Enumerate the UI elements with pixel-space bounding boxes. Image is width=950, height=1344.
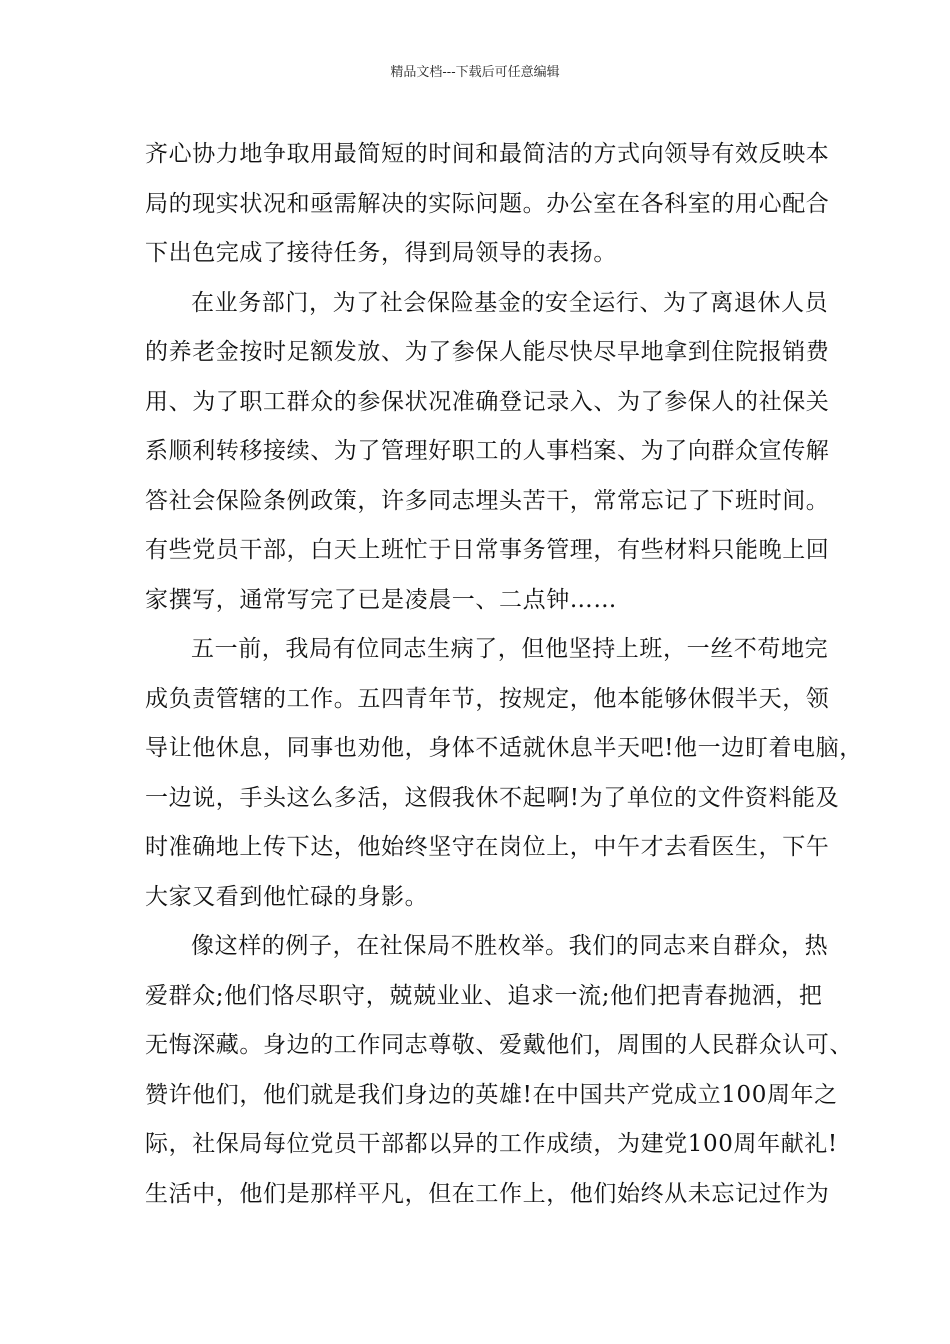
paragraph-start-line: 像这样的例子，在社保局不胜枚举。我们的同志来自群众，热	[191, 933, 829, 959]
text-line: 齐心协力地争取用最简短的时间和最简洁的方式向领导有效反映本	[145, 141, 830, 167]
paragraph-start-line: 在业务部门，为了社会保险基金的安全运行、为了离退休人员	[191, 289, 829, 316]
text-line: 下出色完成了接待任务，得到局领导的表扬。	[145, 240, 617, 266]
text-line: 爱群众;他们恪尽职守，兢兢业业、追求一流;他们把青春抛洒，把	[145, 982, 823, 1009]
text-line: 的养老金按时足额发放、为了参保人能尽快尽早地拿到住院报销费	[145, 339, 830, 365]
text-line: 一边说，手头这么多活，这假我休不起啊!为了单位的文件资料能及	[145, 784, 840, 811]
page-header: 精品文档---下载后可任意编辑	[390, 65, 560, 80]
text-line: 局的现实状况和亟需解决的实际问题。办公室在各科室的用心配合	[145, 190, 830, 217]
text-line: 答社会保险条例政策，许多同志埋头苦干，常常忘记了下班时间。	[145, 487, 830, 514]
text-line: 大家又看到他忙碌的身影。	[145, 883, 429, 910]
text-line: 有些党员干部，白天上班忙于日常事务管理，有些材料只能晚上回	[145, 537, 830, 563]
text-line: 赞许他们，他们就是我们身边的英雄!在中国共产党成立100周年之	[145, 1081, 838, 1108]
text-line: 无悔深藏。身边的工作同志尊敬、爱戴他们，周围的人民群众认可、	[145, 1032, 853, 1058]
text-line: 际，社保局每位党员干部都以异的工作成绩，为建党100周年献礼!	[145, 1131, 838, 1157]
document-body	[145, 130, 863, 1219]
text-line: 家撰写，通常写完了已是凌晨一、二点钟……	[145, 586, 617, 613]
text-line: 生活中，他们是那样平凡，但在工作上，他们始终从未忘记过作为	[145, 1180, 830, 1207]
text-line: 用、为了职工群众的参保状况准确登记录入、为了参保人的社保关	[145, 388, 830, 415]
text-line: 系顺利转移接续、为了管理好职工的人事档案、为了向群众宣传解	[145, 438, 830, 464]
text-line: 导让他休息，同事也劝他，身体不适就休息半天吧!他一边盯着电脑，	[145, 735, 863, 761]
paragraph-start-line: 五一前，我局有位同志生病了，但他坚持上班，一丝不苟地完	[191, 636, 829, 662]
text-line: 时准确地上传下达，他始终坚守在岗位上，中午才去看医生，下午	[145, 834, 830, 860]
text-line: 成负责管辖的工作。五四青年节，按规定，他本能够休假半天，领	[145, 685, 830, 712]
